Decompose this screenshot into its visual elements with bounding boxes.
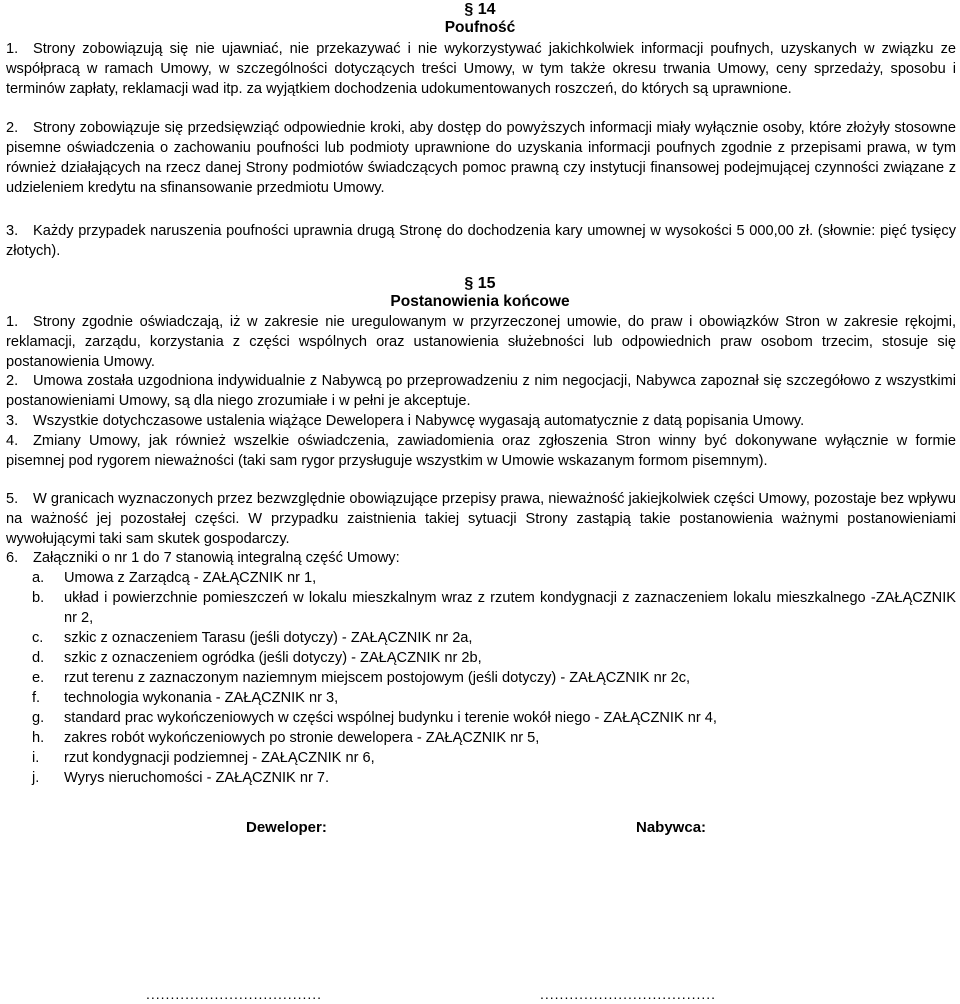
developer-signature-label: Deweloper:: [246, 819, 327, 836]
paragraph-text: Każdy przypadek naruszenia poufności uprawnia drugą Stronę do dochodzenia kary umownej w wysokości 5 000,00 zł. (słownie: pięć tysięcy złotych).: [6, 223, 956, 259]
section-14-paragraph-3: [6, 221, 956, 261]
attachment-letter: b.: [32, 590, 45, 606]
paragraph-number: 3.: [6, 223, 19, 239]
attachment-letter: f.: [32, 690, 41, 706]
attachment-text: szkic z oznaczeniem Tarasu (jeśli dotyczy) - ZAŁĄCZNIK nr 2a,: [64, 630, 473, 646]
attachment-text: szkic z oznaczeniem ogródka (jeśli dotyczy) - ZAŁĄCZNIK nr 2b,: [64, 650, 482, 666]
attachment-item-a: [32, 568, 956, 588]
attachment-text: Wyrys nieruchomości - ZAŁĄCZNIK nr 7.: [64, 770, 330, 786]
attachment-item-b: [32, 588, 956, 628]
attachment-item-j: [32, 768, 956, 788]
paragraph-number: 1.: [6, 314, 19, 330]
section-15-paragraph-5: [6, 489, 956, 549]
attachment-letter: a.: [32, 570, 45, 586]
paragraph-number: 4.: [6, 433, 19, 449]
section-15-paragraph-6: [6, 548, 956, 568]
attachment-item-g: [32, 708, 956, 728]
paragraph-number: 2.: [6, 373, 19, 389]
section-14-paragraph-1: [6, 39, 956, 99]
buyer-signature-label: Nabywca:: [636, 819, 707, 836]
paragraph-text: W granicach wyznaczonych przez bezwzględnie obowiązujące przepisy prawa, nieważność jakiejkolwiek części Umowy, pozostaje bez wpływu na ważność jej pozostałej części. W przypadku zaistnienia takiej sytuacji Strony zastąpią takie postanowienia ważnymi postanowieniami wywołującymi taki sam skutek gospodarczy.: [6, 491, 956, 547]
attachment-letter: h.: [32, 730, 45, 746]
attachment-item-c: [32, 628, 956, 648]
paragraph-text: Zmiany Umowy, jak również wszelkie oświadczenia, zawiadomienia oraz zgłoszenia Stron winny być dokonywane wyłącznie w formie pisemnej pod rygorem nieważności (taki sam rygor przysługuje wszystkim w Umowie wskazanym formom pisemnym).: [6, 433, 956, 469]
attachment-item-e: [32, 668, 956, 688]
buyer-signature-line: ....................................: [540, 986, 717, 1002]
attachment-letter: g.: [32, 710, 45, 726]
attachment-text: Umowa z Zarządcą - ZAŁĄCZNIK nr 1,: [64, 570, 317, 586]
attachment-letter: j.: [32, 770, 40, 786]
attachment-item-d: [32, 648, 956, 668]
paragraph-text: Załączniki o nr 1 do 7 stanowią integralną część Umowy:: [33, 550, 400, 566]
attachment-letter: d.: [32, 650, 45, 666]
section-14-sign: § 14: [464, 1, 496, 18]
section-15-paragraph-3: [6, 411, 956, 431]
paragraph-number: 1.: [6, 41, 19, 57]
paragraph-text: Umowa została uzgodniona indywidualnie z Nabywcą po przeprowadzeniu z nim negocjacji, Nabywca zapoznał się szczegółowo z wszystkimi postanowieniami Umowy, są dla niego zrozumiałe i w pełni je akceptuje.: [6, 373, 956, 409]
paragraph-number: 6.: [6, 550, 19, 566]
developer-signature-line: ....................................: [146, 986, 323, 1002]
section-14-title: Poufność: [444, 19, 516, 36]
section-15-sign: § 15: [464, 275, 496, 292]
attachment-text: układ i powierzchnie pomieszczeń w lokalu mieszkalnym wraz z rzutem kondygnacji z zaznaczeniem lokalu mieszkalnego -ZAŁĄCZNIK nr 2,: [64, 590, 956, 626]
paragraph-number: 5.: [6, 491, 19, 507]
paragraph-number: 3.: [6, 413, 19, 429]
section-14-paragraph-2: [6, 118, 956, 198]
attachment-text: zakres robót wykończeniowych po stronie dewelopera - ZAŁĄCZNIK nr 5,: [64, 730, 540, 746]
attachment-item-i: [32, 748, 956, 768]
paragraph-text: Strony zobowiązuje się przedsięwziąć odpowiednie kroki, aby dostęp do powyższych informacji miały wyłącznie osoby, które złożyły stosowne pisemne oświadczenia o zachowaniu poufności lub podmioty uprawnione do uzyskania informacji poufnych zgodnie z przepisami prawa, w tym również działających na rzecz danej Strony podmiotów świadczących pomoc prawną czy instytucji finansowej podejmującej czynności związane z udzieleniem kredytu na sfinansowanie przedmiotu Umowy.: [6, 120, 956, 196]
paragraph-text: Strony zgodnie oświadczają, iż w zakresie nie uregulowanym w przyrzeczonej umowie, do praw i obowiązków Stron w zakresie rękojmi, reklamacji, zarządu, korzystania z części wspólnych oraz ustanowienia służebności lub odpowiednich praw osobom trzecim, stosuje się postanowienia Umowy.: [6, 314, 956, 370]
section-15-paragraph-1: [6, 312, 956, 372]
attachment-letter: c.: [32, 630, 44, 646]
attachment-letter: i.: [32, 750, 40, 766]
attachment-text: rzut terenu z zaznaczonym naziemnym miejscem postojowym (jeśli dotyczy) - ZAŁĄCZNIK nr 2c,: [64, 670, 691, 686]
attachment-item-h: [32, 728, 956, 748]
attachment-item-f: [32, 688, 956, 708]
section-15-paragraph-4: [6, 431, 956, 471]
attachment-letter: e.: [32, 670, 45, 686]
attachment-text: technologia wykonania - ZAŁĄCZNIK nr 3,: [64, 690, 339, 706]
attachment-text: standard prac wykończeniowych w części wspólnej budynku i terenie wokół niego - ZAŁĄCZNIK nr 4,: [64, 710, 717, 726]
section-15-paragraph-2: [6, 371, 956, 411]
paragraph-number: 2.: [6, 120, 19, 136]
attachment-text: rzut kondygnacji podziemnej - ZAŁĄCZNIK nr 6,: [64, 750, 375, 766]
paragraph-text: Wszystkie dotychczasowe ustalenia wiążące Dewelopera i Nabywcę wygasają automatycznie z datą popisania Umowy.: [33, 413, 805, 429]
paragraph-text: Strony zobowiązują się nie ujawniać, nie przekazywać i nie wykorzystywać jakichkolwiek informacji poufnych, uzyskanych w związku ze współpracą w ramach Umowy, w szczególności dotyczących treści Umowy, w tym także okresu trwania Umowy, ceny sprzedaży, sposobu i terminów zapłaty, reklamacji wad itp. za wyjątkiem dochodzenia udokumentowanych roszczeń, do których są uprawnione.: [6, 41, 956, 97]
section-15-title: Postanowienia końcowe: [390, 293, 570, 310]
